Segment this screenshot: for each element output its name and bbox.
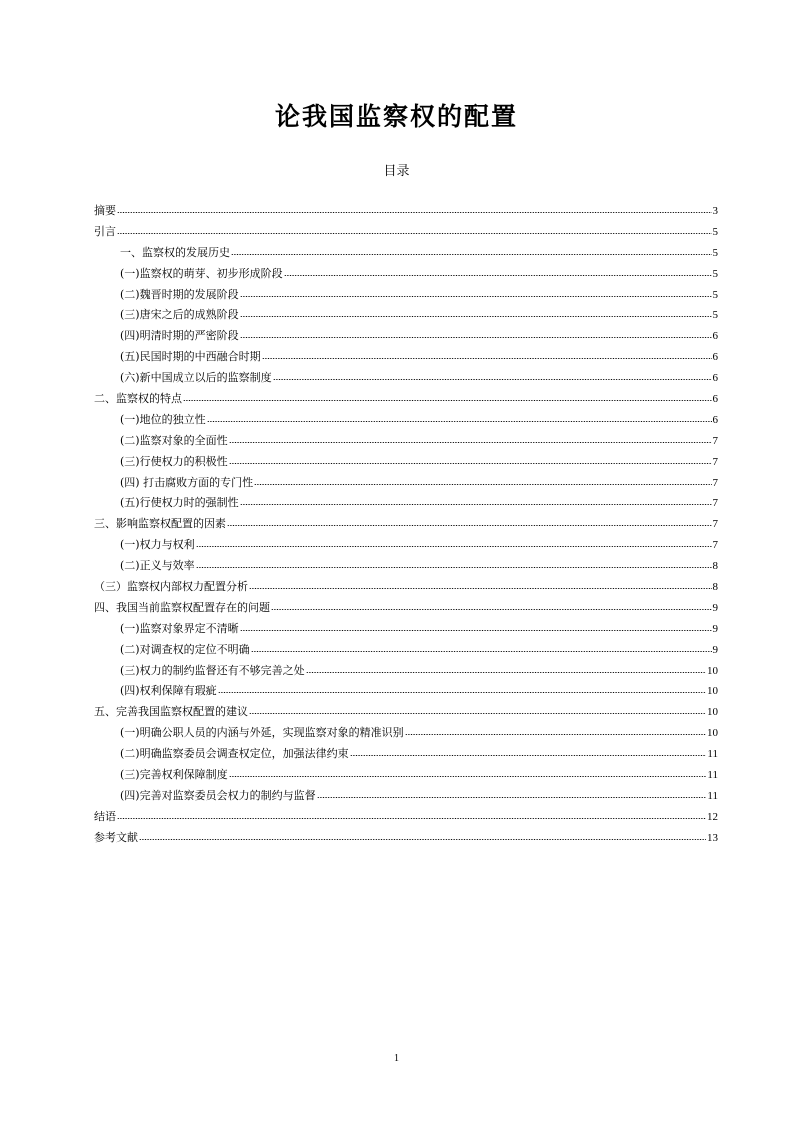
table-of-contents bbox=[94, 200, 718, 848]
toc-dot-leader bbox=[218, 681, 706, 695]
toc-dot-leader bbox=[254, 473, 711, 487]
toc-entry[interactable] bbox=[94, 388, 718, 409]
toc-entry-label: (四)完善对监察委员会权力的制约与监督 bbox=[120, 788, 316, 802]
toc-entry-page: 3 bbox=[712, 205, 718, 217]
toc-dot-leader bbox=[306, 661, 706, 675]
toc-dot-leader bbox=[317, 786, 707, 800]
toc-entry-page: 7 bbox=[712, 539, 718, 552]
toc-entry-page: 11 bbox=[707, 789, 718, 802]
toc-entry[interactable] bbox=[94, 513, 718, 534]
toc-entry-label: (六)新中国成立以后的监察制度 bbox=[120, 371, 272, 385]
toc-entry-page: 8 bbox=[712, 581, 718, 594]
toc-entry-label: 参考文献 bbox=[94, 830, 138, 844]
toc-dot-leader bbox=[231, 243, 712, 257]
toc-entry[interactable] bbox=[94, 639, 718, 660]
toc-entry-page: 7 bbox=[712, 434, 718, 447]
toc-entry-page: 5 bbox=[712, 267, 718, 280]
toc-dot-leader bbox=[117, 222, 712, 236]
toc-dot-leader bbox=[262, 347, 712, 361]
toc-dot-leader bbox=[249, 702, 706, 716]
toc-entry-label: (四)权利保障有瑕疵 bbox=[120, 684, 217, 698]
toc-entry-page: 6 bbox=[712, 393, 718, 406]
toc-entry-page: 9 bbox=[712, 622, 718, 635]
toc-dot-leader bbox=[207, 410, 712, 424]
toc-entry-label: (三)唐宋之后的成熟阶段 bbox=[120, 308, 239, 322]
toc-dot-leader bbox=[240, 326, 712, 340]
toc-entry-label: (三)权力的制约监督还有不够完善之处 bbox=[120, 663, 305, 677]
toc-dot-leader bbox=[227, 514, 712, 528]
toc-entry[interactable] bbox=[94, 430, 718, 451]
toc-entry-label: (一)地位的独立性 bbox=[120, 412, 206, 426]
toc-entry-label: (二)明确监察委员会调查权定位，加强法律约束 bbox=[120, 747, 349, 761]
toc-entry-page: 6 bbox=[712, 351, 718, 364]
toc-entry-label: 一、监察权的发展历史 bbox=[120, 245, 230, 259]
toc-entry-label: (二)魏晋时期的发展阶段 bbox=[120, 287, 239, 301]
toc-entry-label: (一)监察对象界定不清晰 bbox=[120, 621, 239, 635]
toc-entry-page: 11 bbox=[707, 769, 718, 782]
toc-entry-page: 10 bbox=[707, 685, 718, 698]
toc-entry-page: 10 bbox=[707, 727, 718, 740]
toc-dot-leader bbox=[251, 640, 712, 654]
toc-entry[interactable] bbox=[94, 785, 718, 806]
toc-entry[interactable] bbox=[94, 764, 718, 785]
toc-entry[interactable] bbox=[94, 472, 718, 493]
toc-dot-leader bbox=[240, 493, 712, 507]
toc-dot-leader bbox=[139, 828, 706, 842]
page-number: 1 bbox=[394, 1053, 399, 1064]
toc-entry-label: (三)行使权力的积极性 bbox=[120, 454, 228, 468]
toc-entry[interactable] bbox=[94, 660, 718, 681]
toc-entry-label: 引言 bbox=[94, 224, 116, 238]
toc-entry[interactable] bbox=[94, 680, 718, 701]
toc-entry[interactable] bbox=[94, 451, 718, 472]
toc-entry[interactable] bbox=[94, 806, 718, 827]
toc-entry[interactable] bbox=[94, 618, 718, 639]
toc-entry-label: 三、影响监察权配置的因素 bbox=[94, 517, 226, 531]
toc-entry-page: 6 bbox=[712, 372, 718, 385]
toc-entry-page: 9 bbox=[712, 643, 718, 656]
toc-entry[interactable] bbox=[94, 492, 718, 513]
toc-dot-leader bbox=[117, 201, 712, 215]
toc-entry-page: 7 bbox=[712, 497, 718, 510]
toc-entry[interactable] bbox=[94, 576, 718, 597]
toc-dot-leader bbox=[229, 452, 712, 466]
toc-entry-page: 9 bbox=[712, 601, 718, 614]
toc-entry-label: (一)监察权的萌芽、初步形成阶段 bbox=[120, 266, 283, 280]
toc-dot-leader bbox=[117, 807, 706, 821]
toc-entry[interactable] bbox=[94, 701, 718, 722]
toc-entry[interactable] bbox=[94, 325, 718, 346]
toc-entry[interactable] bbox=[94, 304, 718, 325]
toc-dot-leader bbox=[183, 389, 712, 403]
toc-entry-label: (二)监察对象的全面性 bbox=[120, 433, 228, 447]
toc-entry[interactable] bbox=[94, 221, 718, 242]
toc-entry[interactable] bbox=[94, 597, 718, 618]
toc-dot-leader bbox=[273, 368, 712, 382]
toc-entry[interactable] bbox=[94, 827, 718, 848]
toc-entry-label: 五、完善我国监察权配置的建议 bbox=[94, 705, 248, 719]
toc-dot-leader bbox=[229, 765, 707, 779]
toc-entry-label: (一)明确公职人员的内涵与外延，实现监察对象的精准识别 bbox=[120, 726, 404, 740]
toc-dot-leader bbox=[284, 264, 712, 278]
toc-entry-label: (一)权力与权利 bbox=[120, 538, 195, 552]
document-title: 论我国监察权的配置 bbox=[274, 102, 518, 131]
toc-entry-page: 5 bbox=[712, 288, 718, 301]
toc-entry-label: (二)正义与效率 bbox=[120, 559, 195, 573]
toc-entry-page: 6 bbox=[712, 330, 718, 343]
toc-entry-page: 5 bbox=[712, 309, 718, 322]
toc-dot-leader bbox=[196, 556, 712, 570]
toc-entry[interactable] bbox=[94, 263, 718, 284]
toc-entry-page: 13 bbox=[707, 831, 718, 844]
toc-entry-label: (三)完善权利保障制度 bbox=[120, 768, 228, 782]
toc-entry[interactable] bbox=[94, 534, 718, 555]
toc-entry-label: (五)民国时期的中西融合时期 bbox=[120, 350, 261, 364]
toc-entry[interactable] bbox=[94, 743, 718, 764]
toc-entry-label: (二)对调查权的定位不明确 bbox=[120, 642, 250, 656]
toc-heading: 目录 bbox=[383, 164, 410, 179]
toc-entry-label: (四) 打击腐败方面的专门性 bbox=[120, 475, 254, 489]
toc-dot-leader bbox=[240, 619, 712, 633]
toc-entry-page: 10 bbox=[707, 664, 718, 677]
toc-entry-page: 5 bbox=[712, 225, 718, 238]
toc-entry-label: 结语 bbox=[94, 809, 116, 823]
toc-entry-label: 二、监察权的特点 bbox=[94, 392, 182, 406]
toc-entry[interactable] bbox=[94, 367, 718, 388]
toc-entry-label: (四)明清时期的严密阶段 bbox=[120, 329, 239, 343]
toc-entry[interactable] bbox=[94, 284, 718, 305]
toc-entry[interactable] bbox=[94, 200, 718, 221]
toc-entry-page: 6 bbox=[712, 413, 718, 426]
toc-dot-leader bbox=[240, 285, 712, 299]
toc-entry-page: 8 bbox=[712, 560, 718, 573]
toc-entry-page: 7 bbox=[712, 476, 718, 489]
toc-dot-leader bbox=[271, 598, 712, 612]
toc-entry[interactable] bbox=[94, 346, 718, 367]
toc-entry[interactable] bbox=[94, 409, 718, 430]
toc-dot-leader bbox=[405, 723, 706, 737]
toc-entry-page: 10 bbox=[707, 706, 718, 719]
toc-entry-label: 摘要 bbox=[94, 204, 116, 217]
toc-dot-leader bbox=[229, 431, 712, 445]
toc-entry-label: (五)行使权力时的强制性 bbox=[120, 496, 239, 510]
toc-entry-page: 11 bbox=[707, 748, 718, 761]
toc-entry-page: 7 bbox=[712, 455, 718, 468]
toc-dot-leader bbox=[196, 535, 712, 549]
toc-entry[interactable] bbox=[94, 722, 718, 743]
toc-entry-page: 5 bbox=[712, 246, 718, 259]
toc-entry[interactable] bbox=[94, 242, 718, 263]
toc-entry-label: （三）监察权内部权力配置分析 bbox=[94, 580, 248, 594]
toc-entry[interactable] bbox=[94, 555, 718, 576]
toc-dot-leader bbox=[350, 744, 707, 758]
toc-dot-leader bbox=[240, 305, 712, 319]
toc-entry-page: 7 bbox=[712, 518, 718, 531]
toc-dot-leader bbox=[249, 577, 712, 591]
toc-entry-page: 12 bbox=[707, 810, 718, 823]
toc-entry-label: 四、我国当前监察权配置存在的问题 bbox=[94, 600, 270, 614]
